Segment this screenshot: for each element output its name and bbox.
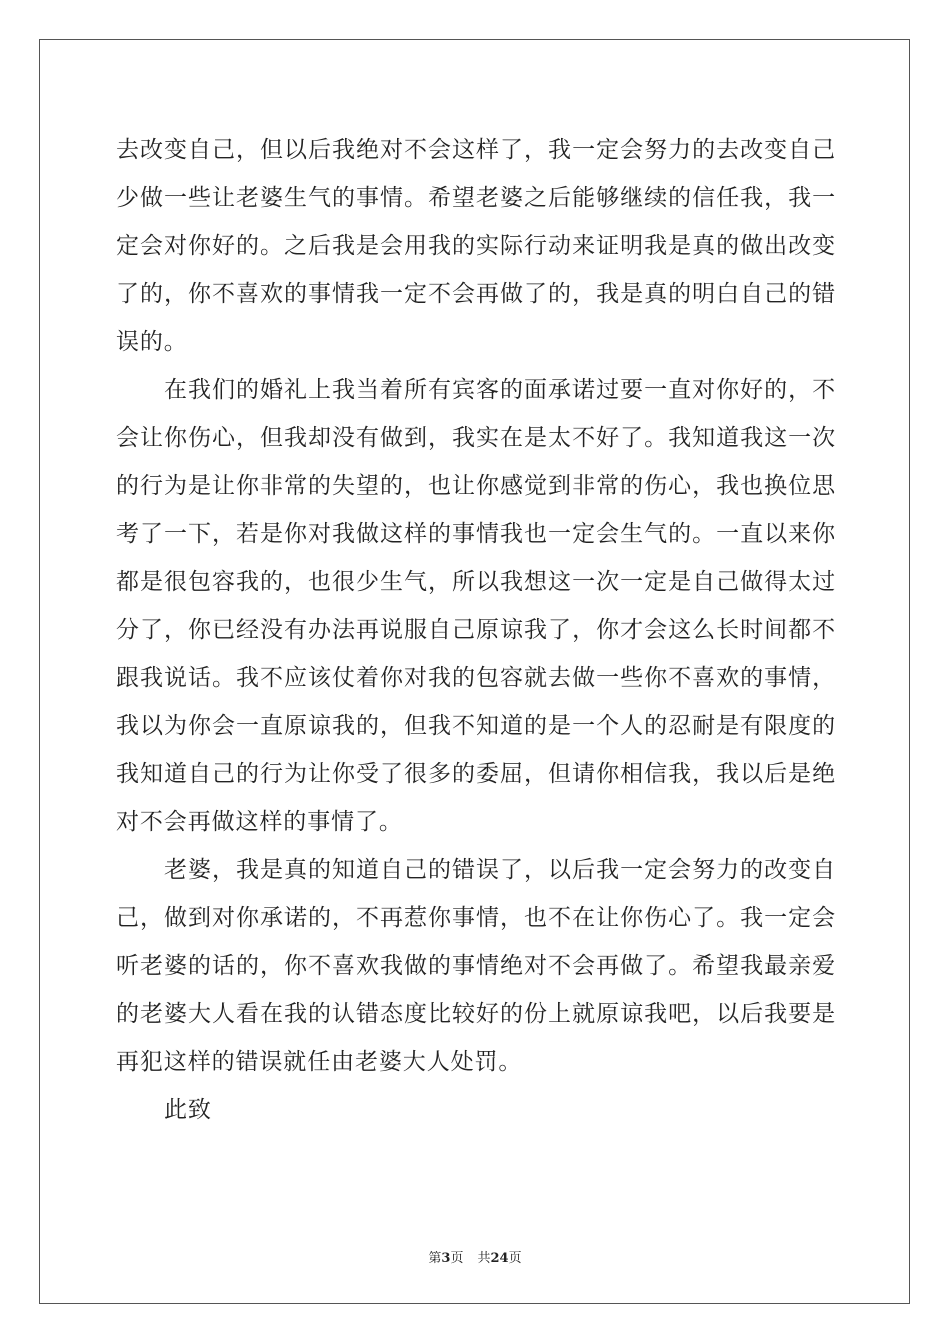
text-line: 少做一些让老婆生气的事情。希望老婆之后能够继续的信任我，我一 <box>116 185 836 211</box>
total-pages: 24 <box>490 1251 509 1266</box>
text-line: 的行为是让你非常的失望的，也让你感觉到非常的伤心，我也换位思 <box>116 473 836 499</box>
text-line: 定会对你好的。之后我是会用我的实际行动来证明我是真的做出改变 <box>116 233 836 259</box>
text-line: 跟我说话。我不应该仗着你对我的包容就去做一些你不喜欢的事情， <box>116 665 836 691</box>
closing-salutation: 此致 <box>164 1097 212 1123</box>
text-line: 误的。 <box>116 329 188 355</box>
page-number: 3 <box>441 1251 451 1266</box>
text-line: 老婆，我是真的知道自己的错误了，以后我一定会努力的改变自 <box>164 857 836 883</box>
page-prefix: 第 <box>428 1251 442 1266</box>
text-line: 分了，你已经没有办法再说服自己原谅我了，你才会这么长时间都不 <box>116 617 836 643</box>
text-line: 都是很包容我的，也很少生气，所以我想这一次一定是自己做得太过 <box>116 569 836 595</box>
document-body <box>116 126 836 1134</box>
total-suffix: 页 <box>508 1251 522 1266</box>
text-line: 我知道自己的行为让你受了很多的委屈，但请你相信我，我以后是绝 <box>116 761 836 787</box>
total-prefix: 共 <box>477 1251 491 1266</box>
page-footer <box>0 1247 950 1266</box>
text-line: 对不会再做这样的事情了。 <box>116 809 403 835</box>
text-line: 的老婆大人看在我的认错态度比较好的份上就原谅我吧，以后我要是 <box>116 1001 836 1027</box>
text-line: 了的，你不喜欢的事情我一定不会再做了的，我是真的明白自己的错 <box>116 281 836 307</box>
text-line: 考了一下，若是你对我做这样的事情我也一定会生气的。一直以来你 <box>116 521 836 547</box>
text-line: 再犯这样的错误就任由老婆大人处罚。 <box>116 1049 523 1075</box>
text-line: 听老婆的话的，你不喜欢我做的事情绝对不会再做了。希望我最亲爱 <box>116 953 836 979</box>
text-line: 在我们的婚礼上我当着所有宾客的面承诺过要一直对你好的，不 <box>164 377 836 403</box>
text-line: 己，做到对你承诺的，不再惹你事情，也不在让你伤心了。我一定会 <box>116 905 836 931</box>
text-line: 会让你伤心，但我却没有做到，我实在是太不好了。我知道我这一次 <box>116 425 836 451</box>
text-line: 我以为你会一直原谅我的，但我不知道的是一个人的忍耐是有限度的 <box>116 713 836 739</box>
text-line: 去改变自己，但以后我绝对不会这样了，我一定会努力的去改变自己 <box>116 137 836 163</box>
page-suffix: 页 <box>450 1251 464 1266</box>
